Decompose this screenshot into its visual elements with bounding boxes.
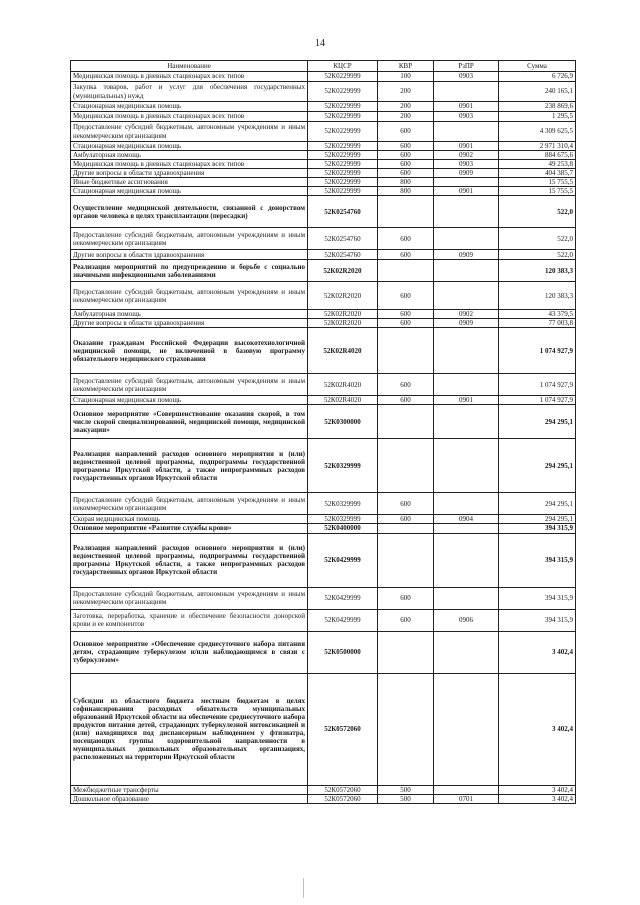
cell-name: Предоставление субсидий бюджетным, автономным учреждениям и иным некоммерческим организациям — [71, 228, 308, 250]
cell-sum: 120 383,3 — [499, 282, 576, 310]
cell-kvr: 600 — [378, 228, 434, 250]
budget-table — [70, 60, 576, 804]
cell-sum: 404 385,7 — [499, 169, 576, 178]
cell-rzpr: 0901 — [434, 396, 499, 405]
cell-name: Другие вопросы в области здравоохранения — [71, 169, 308, 178]
cell-kvr: 200 — [378, 82, 434, 102]
cell-name: Предоставление субсидий бюджетным, автономным учреждениям и иным некоммерческим организациям — [71, 282, 308, 310]
cell-rzpr: 0906 — [434, 609, 499, 631]
cell-name: Предоставление субсидий бюджетным, автономным учреждениям и иным некоммерческим организациям — [71, 587, 308, 609]
cell-kcsr: 52К0229999 — [308, 169, 378, 178]
cell-rzpr: 0903 — [434, 112, 499, 122]
cell-rzpr: 0901 — [434, 187, 499, 196]
cell-sum: 3 402,4 — [499, 785, 576, 794]
cell-kcsr: 52К0329999 — [308, 515, 378, 524]
cell-rzpr — [434, 439, 499, 493]
cell-sum: 294 295,1 — [499, 439, 576, 493]
cell-rzpr — [434, 524, 499, 533]
cell-name: Основное мероприятие «Развитие службы крови» — [71, 524, 308, 533]
cell-kcsr: 52К0429999 — [308, 587, 378, 609]
cell-kvr — [378, 673, 434, 785]
cell-kvr — [378, 196, 434, 228]
cell-kcsr: 52К0229999 — [308, 102, 378, 112]
cell-kvr — [378, 405, 434, 439]
table-row — [71, 151, 576, 160]
cell-kcsr: 52К0572060 — [308, 794, 378, 803]
table-row — [71, 250, 576, 260]
table-row — [71, 515, 576, 524]
header-kvr: КВР — [378, 61, 434, 72]
cell-sum: 394 315,9 — [499, 587, 576, 609]
cell-rzpr — [434, 178, 499, 187]
table-row — [71, 609, 576, 631]
cell-kvr: 200 — [378, 112, 434, 122]
cell-kvr — [378, 260, 434, 282]
cell-sum: 240 165,1 — [499, 82, 576, 102]
cell-sum: 77 003,8 — [499, 319, 576, 328]
header-sum: Сумма — [499, 61, 576, 72]
cell-rzpr — [434, 493, 499, 515]
cell-sum: 884 675,6 — [499, 151, 576, 160]
cell-name: Другие вопросы в области здравоохранения — [71, 250, 308, 260]
cell-rzpr — [434, 587, 499, 609]
page-number: 14 — [315, 38, 325, 49]
table-row — [71, 72, 576, 82]
cell-sum: 3 402,4 — [499, 631, 576, 673]
cell-name: Основное мероприятие «Совершенствование оказания скорой, в том числе скорой специализированной, медицинской помощи, медицинской эвакуации» — [71, 405, 308, 439]
header-name: Наименование — [71, 61, 308, 72]
cell-rzpr: 0909 — [434, 319, 499, 328]
cell-name: Скорая медицинская помощь — [71, 515, 308, 524]
cell-rzpr: 0903 — [434, 72, 499, 82]
cell-kvr — [378, 524, 434, 533]
table-body — [71, 72, 576, 804]
cell-kcsr: 52К0400000 — [308, 524, 378, 533]
cell-sum: 522,0 — [499, 196, 576, 228]
cell-kcsr: 52К0229999 — [308, 82, 378, 102]
cell-rzpr — [434, 533, 499, 587]
cell-rzpr: 0902 — [434, 151, 499, 160]
cell-sum: 6 726,9 — [499, 72, 576, 82]
table-row — [71, 493, 576, 515]
cell-kvr: 600 — [378, 250, 434, 260]
cell-kvr: 600 — [378, 374, 434, 396]
cell-name: Субсидии из областного бюджета местным бюджетам в целях софинансирования расходных обязательств муниципальных образований Иркутской области на обеспечение среднесуточного набора продуктов питания детей, страдающих туберкулезной интоксикацией и (или) находящихся под диспансерным наблюдением у фтизиатра, посещающих группы оздоровительной направленности в муниципальных дошкольных образовательных организациях, расположенных на территории Иркутской области — [71, 673, 308, 785]
table-row — [71, 112, 576, 122]
cell-sum: 294 295,1 — [499, 515, 576, 524]
cell-sum: 1 074 927,9 — [499, 374, 576, 396]
cell-kcsr: 52К02R2020 — [308, 319, 378, 328]
cell-kcsr: 52К0254760 — [308, 196, 378, 228]
cell-name: Реализация мероприятий по предупреждению и борьбе с социально значимыми инфекционными заболеваниями — [71, 260, 308, 282]
table-row — [71, 794, 576, 803]
cell-kcsr: 52К02R2020 — [308, 282, 378, 310]
cell-kvr: 600 — [378, 609, 434, 631]
cell-kvr: 600 — [378, 493, 434, 515]
table-row — [71, 587, 576, 609]
cell-name: Амбулаторная помощь — [71, 310, 308, 319]
cell-name: Реализация направлений расходов основного мероприятия и (или) ведомственной целевой программы, подпрограммы государственной программы Иркутской области, а также непрограммных расходов государственных органов Иркутской области — [71, 533, 308, 587]
cell-kcsr: 52К0229999 — [308, 122, 378, 142]
cell-name: Закупка товаров, работ и услуг для обеспечения государственных (муниципальных) нужд — [71, 82, 308, 102]
cell-kvr: 600 — [378, 151, 434, 160]
cell-name: Амбулаторная помощь — [71, 151, 308, 160]
table-row — [71, 228, 576, 250]
cell-rzpr — [434, 260, 499, 282]
header-rzpr: РзПР — [434, 61, 499, 72]
cell-kvr: 600 — [378, 142, 434, 151]
cell-kvr: 600 — [378, 160, 434, 169]
cell-sum: 522,0 — [499, 228, 576, 250]
cell-kcsr: 52К02R2020 — [308, 310, 378, 319]
table-row — [71, 524, 576, 533]
cell-name: Медицинская помощь в дневных стационарах всех типов — [71, 72, 308, 82]
cell-rzpr — [434, 282, 499, 310]
cell-kcsr: 52К0429999 — [308, 609, 378, 631]
cell-rzpr: 0902 — [434, 310, 499, 319]
cell-kcsr: 52К0229999 — [308, 160, 378, 169]
table-row — [71, 310, 576, 319]
cell-name: Предоставление субсидий бюджетным, автономным учреждениям и иным некоммерческим организациям — [71, 493, 308, 515]
cell-sum: 15 755,5 — [499, 187, 576, 196]
table-row — [71, 785, 576, 794]
cell-rzpr — [434, 374, 499, 396]
table-row — [71, 533, 576, 587]
cell-name: Предоставление субсидий бюджетным, автономным учреждениям и иным некоммерческим организациям — [71, 374, 308, 396]
cell-rzpr: 0701 — [434, 794, 499, 803]
cell-kvr: 500 — [378, 794, 434, 803]
cell-rzpr: 0901 — [434, 102, 499, 112]
cell-sum: 394 315,9 — [499, 609, 576, 631]
cell-kvr — [378, 631, 434, 673]
cell-kcsr: 52К0429999 — [308, 533, 378, 587]
cell-name: Иные бюджетные ассигнования — [71, 178, 308, 187]
table-row — [71, 405, 576, 439]
cell-kcsr: 52К0500000 — [308, 631, 378, 673]
cell-sum: 15 755,5 — [499, 178, 576, 187]
table-row — [71, 439, 576, 493]
cell-rzpr — [434, 196, 499, 228]
cell-sum: 394 315,9 — [499, 524, 576, 533]
cell-kvr — [378, 439, 434, 493]
cell-kcsr: 52К0229999 — [308, 187, 378, 196]
cell-sum: 49 253,8 — [499, 160, 576, 169]
table-row — [71, 328, 576, 374]
cell-kvr: 600 — [378, 169, 434, 178]
cell-name: Оказание гражданам Российской Федерации высокотехнологичной медицинской помощи, не включенной в базовую программу обязательного медицинского страхования — [71, 328, 308, 374]
cell-kvr: 100 — [378, 72, 434, 82]
cell-rzpr — [434, 328, 499, 374]
table-row — [71, 319, 576, 328]
cell-name: Стационарная медицинская помощь — [71, 187, 308, 196]
cell-kvr: 500 — [378, 785, 434, 794]
cell-name: Стационарная медицинская помощь — [71, 102, 308, 112]
cell-kvr — [378, 328, 434, 374]
cell-name: Межбюджетные трансферты — [71, 785, 308, 794]
cell-kvr: 600 — [378, 310, 434, 319]
cell-kcsr: 52К02R4020 — [308, 396, 378, 405]
table-row — [71, 187, 576, 196]
cell-kvr: 600 — [378, 282, 434, 310]
cell-kcsr: 52К0229999 — [308, 142, 378, 151]
cell-sum: 394 315,9 — [499, 533, 576, 587]
cell-kcsr: 52К0329999 — [308, 439, 378, 493]
cell-kvr — [378, 533, 434, 587]
scan-mark — [303, 878, 304, 898]
cell-kvr: 200 — [378, 102, 434, 112]
table-row — [71, 673, 576, 785]
table-row — [71, 82, 576, 102]
cell-kcsr: 52К0254760 — [308, 228, 378, 250]
cell-name: Заготовка, переработка, хранение и обеспечение безопасности донорской крови и ее компонентов — [71, 609, 308, 631]
cell-kvr: 600 — [378, 515, 434, 524]
cell-kcsr: 52К02R4020 — [308, 328, 378, 374]
cell-kcsr: 52К0229999 — [308, 72, 378, 82]
cell-kcsr: 52К02R2020 — [308, 260, 378, 282]
cell-name: Стационарная медицинская помощь — [71, 142, 308, 151]
table-row — [71, 196, 576, 228]
cell-rzpr: 0909 — [434, 169, 499, 178]
cell-rzpr — [434, 785, 499, 794]
cell-sum: 120 383,3 — [499, 260, 576, 282]
cell-kcsr: 52К0229999 — [308, 151, 378, 160]
table-row — [71, 102, 576, 112]
cell-kcsr: 52К0229999 — [308, 112, 378, 122]
cell-rzpr — [434, 122, 499, 142]
table-row — [71, 160, 576, 169]
cell-kcsr: 52К0572060 — [308, 785, 378, 794]
table-row — [71, 374, 576, 396]
cell-rzpr: 0909 — [434, 250, 499, 260]
cell-name: Другие вопросы в области здравоохранения — [71, 319, 308, 328]
cell-name: Медицинская помощь в дневных стационарах всех типов — [71, 112, 308, 122]
cell-sum: 294 295,1 — [499, 493, 576, 515]
table-header-row — [71, 61, 576, 72]
cell-rzpr — [434, 631, 499, 673]
cell-kvr: 800 — [378, 187, 434, 196]
cell-kvr: 600 — [378, 587, 434, 609]
cell-sum: 3 402,4 — [499, 794, 576, 803]
cell-rzpr — [434, 405, 499, 439]
table-row — [71, 169, 576, 178]
header-kcsr: КЦСР — [308, 61, 378, 72]
cell-rzpr — [434, 82, 499, 102]
table-row — [71, 260, 576, 282]
cell-kvr: 600 — [378, 396, 434, 405]
cell-sum: 1 295,5 — [499, 112, 576, 122]
cell-rzpr — [434, 228, 499, 250]
cell-kcsr: 52К0254760 — [308, 250, 378, 260]
cell-rzpr: 0903 — [434, 160, 499, 169]
cell-name: Реализация направлений расходов основного мероприятия и (или) ведомственной целевой программы, подпрограммы государственной программы Иркутской области, а также непрограммных расходов государственных органов Иркутской области — [71, 439, 308, 493]
cell-kvr: 800 — [378, 178, 434, 187]
cell-sum: 1 074 927,9 — [499, 328, 576, 374]
cell-kcsr: 52К02R4020 — [308, 374, 378, 396]
cell-sum: 2 971 310,4 — [499, 142, 576, 151]
cell-name: Дошкольное образование — [71, 794, 308, 803]
cell-sum: 522,0 — [499, 250, 576, 260]
cell-kcsr: 52К0229999 — [308, 178, 378, 187]
cell-sum: 238 869,6 — [499, 102, 576, 112]
cell-kvr: 600 — [378, 319, 434, 328]
table-row — [71, 396, 576, 405]
cell-sum: 43 379,5 — [499, 310, 576, 319]
cell-rzpr: 0901 — [434, 142, 499, 151]
cell-kcsr: 52К0329999 — [308, 493, 378, 515]
cell-name: Предоставление субсидий бюджетным, автономным учреждениям и иным некоммерческим организациям — [71, 122, 308, 142]
cell-kvr: 600 — [378, 122, 434, 142]
cell-name: Осуществление медицинской деятельности, связанной с донорством органов человека в целях трансплантации (пересадки) — [71, 196, 308, 228]
table-row — [71, 282, 576, 310]
cell-rzpr — [434, 673, 499, 785]
cell-name: Основное мероприятие «Обеспечение среднесуточного набора питания детям, страдающим туберкулезом и/или наблюдающимся в связи с туберкулезом» — [71, 631, 308, 673]
cell-sum: 294 295,1 — [499, 405, 576, 439]
cell-name: Стационарная медицинская помощь — [71, 396, 308, 405]
cell-sum: 4 309 625,5 — [499, 122, 576, 142]
table-row — [71, 631, 576, 673]
cell-kcsr: 52К0300000 — [308, 405, 378, 439]
table-row — [71, 122, 576, 142]
cell-name: Медицинская помощь в дневных стационарах всех типов — [71, 160, 308, 169]
table-row — [71, 178, 576, 187]
cell-sum: 1 074 927,9 — [499, 396, 576, 405]
table-row — [71, 142, 576, 151]
cell-sum: 3 402,4 — [499, 673, 576, 785]
cell-kcsr: 52К0572060 — [308, 673, 378, 785]
cell-rzpr: 0904 — [434, 515, 499, 524]
